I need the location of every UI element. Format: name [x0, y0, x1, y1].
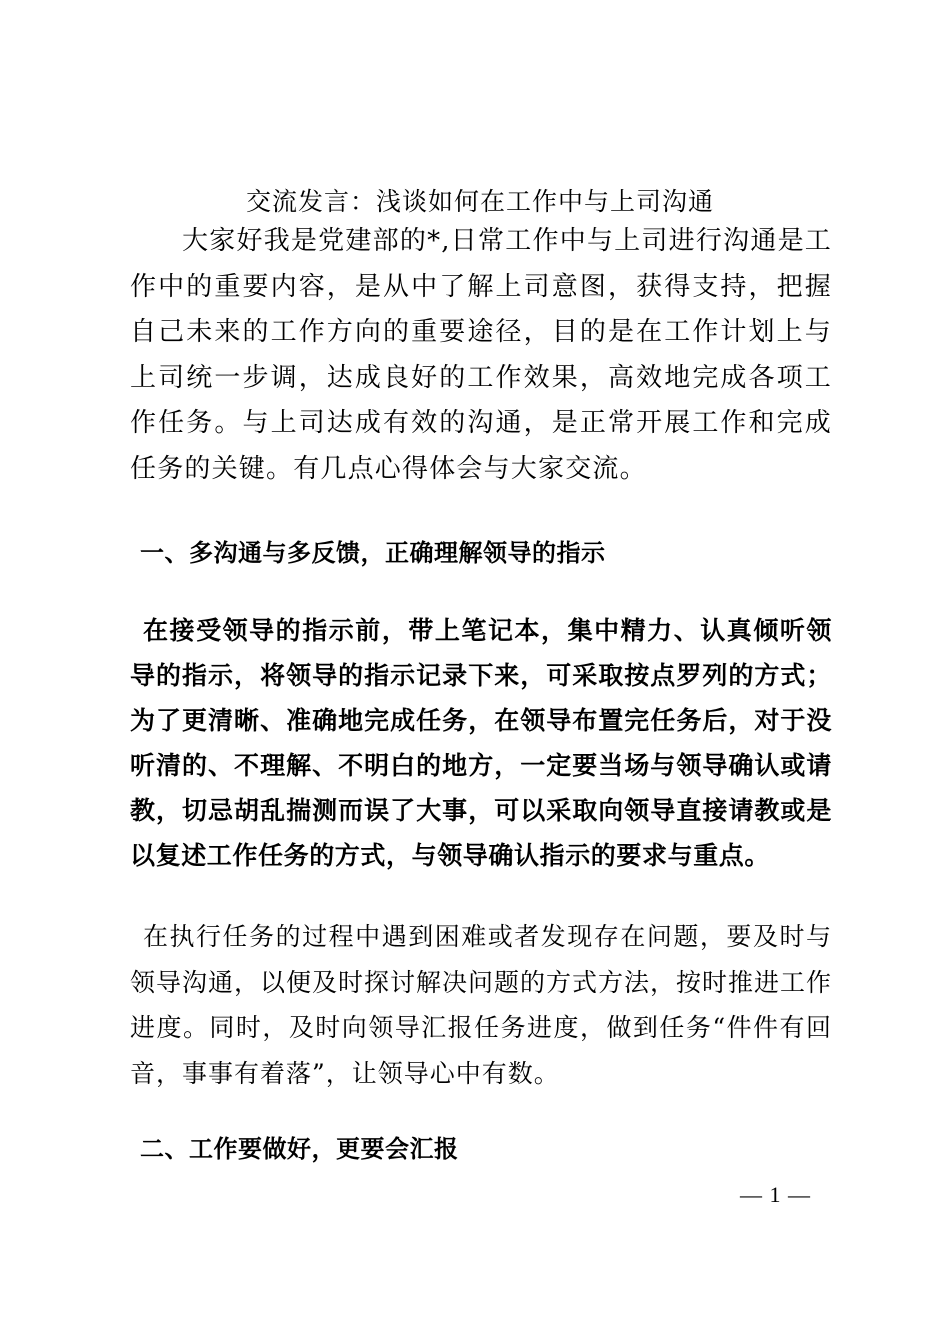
- section1-paragraph-2: 在执行任务的过程中遇到困难或者发现存在问题，要及时与领导沟通，以便及时探讨解决问题的方式方法，按时推进工作进度。同时，及时向领导汇报任务进度，做到任务“件件有回音，事事有着落”，让领导心中有数。: [130, 922, 833, 1088]
- page-number: — 1 —: [740, 1182, 811, 1207]
- section-heading-1: 一、多沟通与多反馈，正确理解领导的指示: [140, 539, 606, 567]
- section-heading-2: 二、工作要做好，更要会汇报: [140, 1135, 459, 1163]
- section1-paragraph-1: 在接受领导的指示前，带上笔记本，集中精力、认真倾听领导的指示，将领导的指示记录下来，可采取按点罗列的方式；为了更清晰、准确地完成任务，在领导布置完任务后，对于没听清的、不理解、不明白的地方，一定要当场与领导确认或请教，切忌胡乱揣测而误了大事，可以采取向领导直接请教或是以复述工作任务的方式，与领导确认指示的要求与重点。: [130, 616, 832, 870]
- intro-paragraph: 大家好我是党建部的*,日常工作中与上司进行沟通是工作中的重要内容，是从中了解上司意图，获得支持，把握自己未来的工作方向的重要途径，目的是在工作计划上与上司统一步调，达成良好的工作效果，高效地完成各项工作任务。与上司达成有效的沟通，是正常开展工作和完成任务的关键。有几点心得体会与大家交流。: [130, 226, 832, 484]
- document-title: 交流发言：浅谈如何在工作中与上司沟通: [245, 187, 714, 216]
